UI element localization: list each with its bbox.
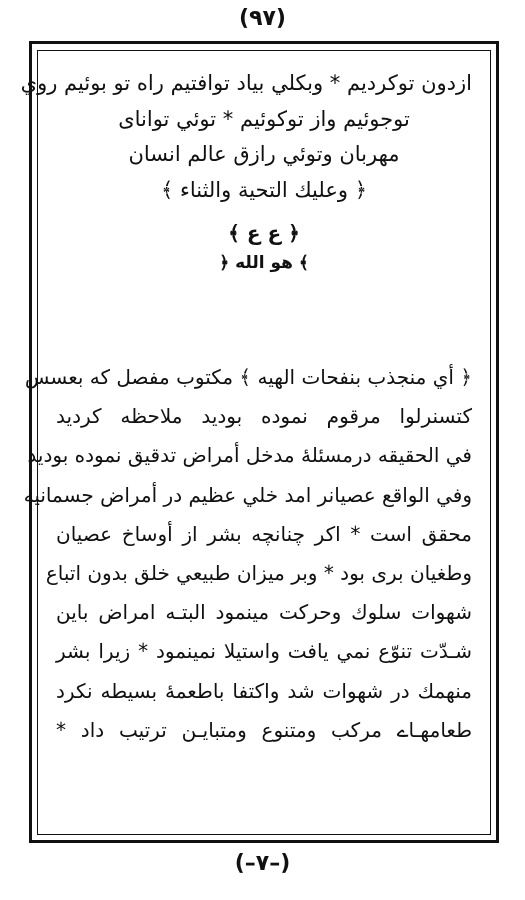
body-line: ﴿ أي منجذب بنفحات الهيه ﴾ مكتوب مفصل كه بعسس (24, 365, 472, 389)
section-subheading: ﴾ هو الله ﴿ (219, 253, 309, 273)
poem-block (20, 66, 472, 278)
body-line: وطغيان برى بود * وبر ميزان طبيعي خلق بدون اتباع (45, 560, 472, 585)
poem-line: ازدون توكرديم * وبكلي بياد توافتيم راه تو بوئيم روي (20, 71, 472, 95)
page-number-top: (٩٧) (239, 6, 286, 31)
body-line: طعامهـاے مركب ومتنوع ومتبايـن ترتيب داد * (56, 717, 472, 742)
poem-line: مهربان وتوئي رازق عالم انسان (128, 142, 400, 166)
poem-line: توجوئيم واز توكوئيم * توئي توانای (118, 106, 410, 131)
section-heading: ﴿ ع ع ﴾ (228, 221, 300, 245)
body-line: في الحقيقه درمسئلهٔ مدخل أمراض تدقيق نموده بوديد (27, 443, 472, 468)
body-line: محقق است * اكر چنانچه بشر از أوساخ عصيان (56, 521, 472, 546)
body-line: شهوات سلوك وحركت مينمود البتـه امراض باين (56, 600, 472, 625)
body-line: وفي الواقع عصيانر امد خلي عظيم در أمراض جسمانيه (23, 482, 472, 507)
body-line: كتسنرلوا مرقوم نموده بوديد ملاحظه كرديد (56, 404, 472, 429)
body-line: منهمك در شهوات شد واكتفا باطعمهٔ بسيطه نكرد (56, 678, 472, 703)
body-line: شـدّت تنوّع نمي يافت واستيلا نمينمود * زيرا بشر (56, 639, 472, 664)
body-text (23, 358, 472, 750)
page-number-bottom: (–٧–) (234, 851, 291, 876)
poem-line: ﴿ وعليك التحية والثناء ﴾ (160, 177, 367, 202)
